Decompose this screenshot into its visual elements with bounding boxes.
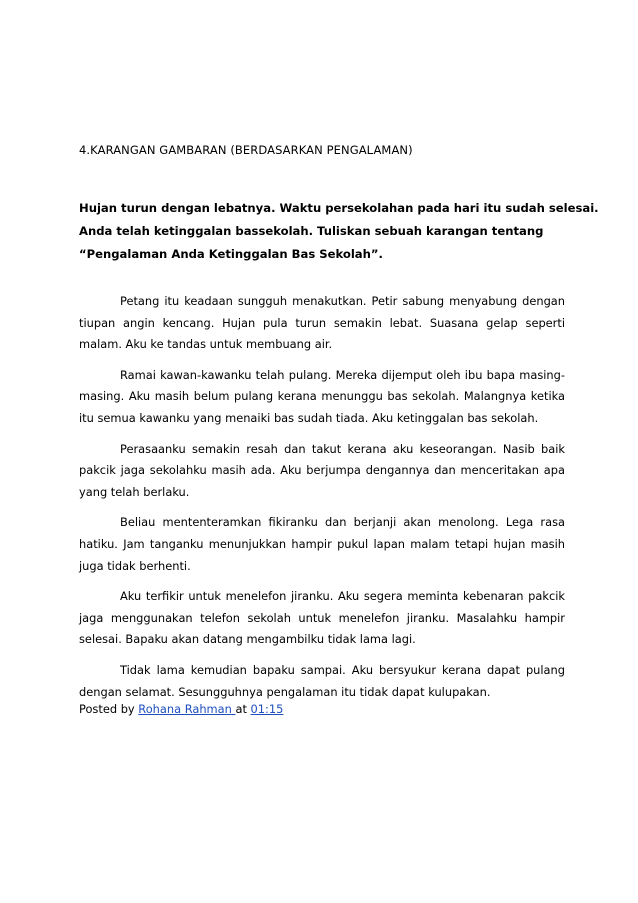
essay-paragraph: Beliau mententeramkan fikiranku dan berjanji akan menolong. Lega rasa hatiku. Jam tanganku menunjukkan hampir pukul lapan malam tetapi hujan masih juga tidak berhenti. [79,515,565,573]
essay-prompt [79,197,599,266]
essay-paragraph: Aku terfikir untuk menelefon jiranku. Aku segera meminta kebenaran pakcik jaga menggunakan telefon sekolah untuk menelefon jiranku. Masalahku hampir selesai. Bapaku akan datang mengambilku tidak lama lagi. [79,589,565,647]
essay-paragraph: Perasaanku semakin resah dan takut kerana aku keseorangan. Nasib baik pakcik jaga sekolahku masih ada. Aku berjumpa dengannya dan menceritakan apa yang telah berlaku. [79,441,565,499]
essay-paragraph: Ramai kawan-kawanku telah pulang. Mereka dijemput oleh ibu bapa masing-masing. Aku masih belum pulang kerana menunggu bas sekolah. Malangnya ketika itu semua kawanku yang menaiki bas sudah tiada. Aku ketinggalan bas sekolah. [79,367,565,425]
essay-paragraph: Petang itu keadaan sungguh menakutkan. Petir sabung menyabung dengan tiupan angin kencang. Hujan pula turun semakin lebat. Suasana gelap seperti malam. Aku ke tandas untuk membuang air. [79,294,565,352]
prompt-line: “Pengalaman Anda Ketinggalan Bas Sekolah”. [79,247,383,261]
author-link[interactable]: Rohana Rahman [138,702,236,716]
timestamp-link[interactable]: 01:15 [250,702,284,716]
essay-paragraph: Tidak lama kemudian bapaku sampai. Aku bersyukur kerana dapat pulang dengan selamat. Sesungguhnya pengalaman itu tidak dapat kulupakan. [79,662,565,699]
at-label: at [235,702,251,716]
document-title: 4.KARANGAN GAMBARAN (BERDASARKAN PENGALAMAN) [79,143,413,157]
post-footer [79,702,283,716]
essay-body [79,291,565,712]
prompt-line: Anda telah ketinggalan bassekolah. Tuliskan sebuah karangan tentang [79,224,544,238]
posted-by-label: Posted by [79,702,139,716]
prompt-line: Hujan turun dengan lebatnya. Waktu persekolahan pada hari itu sudah selesai. [79,201,599,215]
